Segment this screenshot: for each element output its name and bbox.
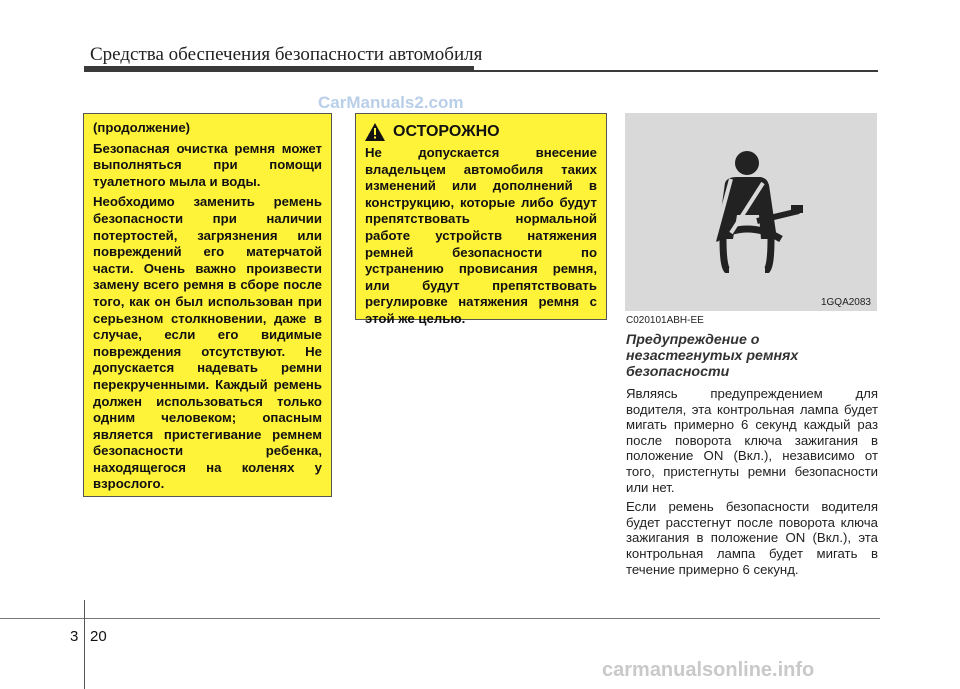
footer-rule bbox=[0, 618, 880, 619]
footer-divider bbox=[84, 600, 85, 689]
section-code: C020101ABH-EE bbox=[626, 315, 704, 326]
illustration-code: 1GQA2083 bbox=[820, 297, 871, 308]
warning-box bbox=[355, 113, 607, 326]
reminder-paragraph: Являясь предупреждением для водителя, эта контрольная лампа будет мигать примерно 6 секунд каждый раз после поворота ключа зажигания в положение ON (Вкл.), независимо от того, пристегнуты ремни безопасности или нет. bbox=[626, 386, 878, 495]
seatbelt-reminder-section bbox=[626, 315, 878, 581]
watermark-top[interactable]: CarManuals2.com bbox=[318, 93, 464, 112]
chapter-number: 3 bbox=[70, 628, 79, 645]
page-number: 20 bbox=[90, 628, 107, 645]
warning-heading-row bbox=[365, 123, 597, 141]
unbuckled-paragraph: Если ремень безопасности водителя будет расстегнут после поворота ключа зажигания в положение ON (Вкл.), эта контрольная лампа будет мигать в течение примерно 6 секунд. bbox=[626, 499, 878, 577]
warning-text: Не допускается внесение владельцем автомобиля таких изменений или дополнений в конструкцию, которые либо будут препятствовать нормальной работе устройств натяжения ремней безопасности по устранению провисания ремня, или будут препятствовать регулировке натяжения ремня с этой же целью. bbox=[365, 145, 597, 326]
section-title: Средства обеспечения безопасности автомобиля bbox=[90, 44, 483, 65]
watermark-bottom[interactable]: carmanualsonline.info bbox=[602, 659, 815, 681]
header-rule-thin bbox=[474, 70, 878, 72]
continuation-box bbox=[83, 113, 332, 497]
continuation-label: (продолжение) bbox=[93, 120, 191, 135]
warning-heading: ОСТОРОЖНО bbox=[393, 122, 500, 140]
cleaning-paragraph: Безопасная очистка ремня может выполняться при помощи туалетного мыла и воды. bbox=[93, 140, 322, 189]
header-rule-thick bbox=[84, 66, 474, 72]
replacement-paragraph: Необходимо заменить ремень безопасности при наличии потертостей, загрязнения или повреждений его матерчатой части. Очень важно произвести замену всего ремня в сборе после того, как он был использован при серьезном столкновении, даже в случае, если его видимые повреждения отсутствуют. Не допускается надевать ремни перекрученными. Каждый ремень должен использоваться только одним человеком; опасным является пристегивание ремнем безопасности ребенка, находящегося на коленях у взрослого. bbox=[93, 194, 322, 492]
seatbelt-illustration bbox=[625, 113, 877, 311]
section-heading: Предупреждение о незастегнутых ремнях безопасности bbox=[626, 332, 799, 380]
seatbelt-warning-icon bbox=[687, 143, 817, 273]
warning-triangle-icon bbox=[365, 123, 385, 141]
